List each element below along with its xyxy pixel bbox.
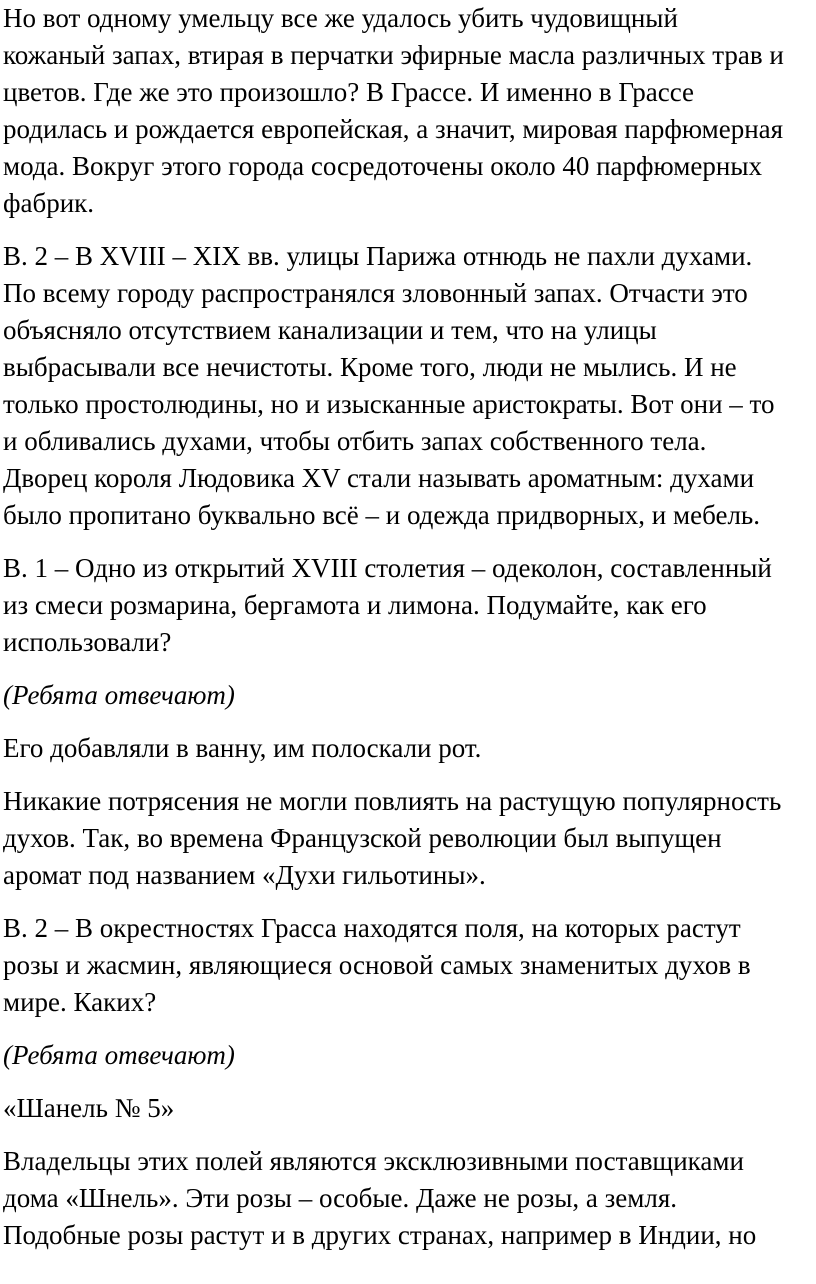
text-line: Подобные розы растут и в других странах, например в Индии, но — [3, 1220, 757, 1250]
text-line: мире. Каких? — [3, 987, 157, 1017]
paragraph-students-answer-2 — [3, 1037, 816, 1074]
text-line: мода. Вокруг этого города сосредоточены около 40 парфюмерных — [3, 151, 762, 181]
paragraph-students-answer-1 — [3, 677, 816, 714]
text-line: фабрик. — [3, 188, 95, 218]
text-line: Его добавляли в ванну, им полоскали рот. — [3, 733, 482, 763]
text-line: использовали? — [3, 627, 172, 657]
paragraph-chanel-answer — [3, 1090, 816, 1127]
text-line: Владельцы этих полей являются эксклюзивными поставщиками — [3, 1146, 744, 1176]
text-line: В. 2 – В окрестностях Грасса находятся поля, на которых растут — [3, 913, 741, 943]
text-line: Дворец короля Людовика XV стали называть ароматным: духами — [3, 463, 755, 493]
paragraph-cologne-question — [3, 550, 816, 661]
text-line: Никакие потрясения не могли повлиять на растущую популярность — [3, 786, 782, 816]
text-line: В. 2 – В XVIII – XIX вв. улицы Парижа отнюдь не пахли духами. — [3, 241, 753, 271]
text-line: выбрасывали все нечистоты. Кроме того, люди не мылись. И не — [3, 352, 737, 382]
text-line: «Шанель № 5» — [3, 1093, 175, 1123]
text-line: В. 1 – Одно из открытий XVIII столетия – одеколон, составленный — [3, 553, 772, 583]
text-line: По всему городу распространялся зловонный запах. Отчасти это — [3, 278, 748, 308]
text-line: (Ребята отвечают) — [3, 1040, 235, 1070]
text-line: духов. Так, во времена Французской революции был выпущен — [3, 823, 722, 853]
text-line: и обливались духами, чтобы отбить запах собственного тела. — [3, 426, 707, 456]
text-line: (Ребята отвечают) — [3, 680, 235, 710]
paragraph-field-owners — [3, 1143, 816, 1254]
text-line: цветов. Где же это произошло? В Грассе. И именно в Грассе — [3, 77, 695, 107]
text-line: только простолюдины, но и изысканные аристократы. Вот они – то — [3, 389, 775, 419]
text-line: розы и жасмин, являющиеся основой самых знаменитых духов в — [3, 950, 751, 980]
paragraph-grasse — [3, 0, 816, 222]
text-line: из смеси розмарина, бергамота и лимона. Подумайте, как его — [3, 590, 707, 620]
text-line: кожаный запах, втирая в перчатки эфирные масла различных трав и — [3, 40, 784, 70]
text-line: родилась и рождается европейская, а значит, мировая парфюмерная — [3, 114, 784, 144]
text-line: дома «Шнель». Эти розы – особые. Даже не розы, а земля. — [3, 1183, 677, 1213]
text-line: аромат под названием «Духи гильотины». — [3, 860, 486, 890]
text-line: объясняло отсутствием канализации и тем, что на улицы — [3, 315, 657, 345]
text-line: Но вот одному умельцу все же удалось убить чудовищный — [3, 3, 678, 33]
paragraph-paris-streets — [3, 238, 816, 534]
paragraph-cologne-answer — [3, 730, 816, 767]
paragraph-revolution — [3, 783, 816, 894]
text-line: было пропитано буквально всё – и одежда придворных, и мебель. — [3, 500, 760, 530]
paragraph-grasse-fields-question — [3, 910, 816, 1021]
